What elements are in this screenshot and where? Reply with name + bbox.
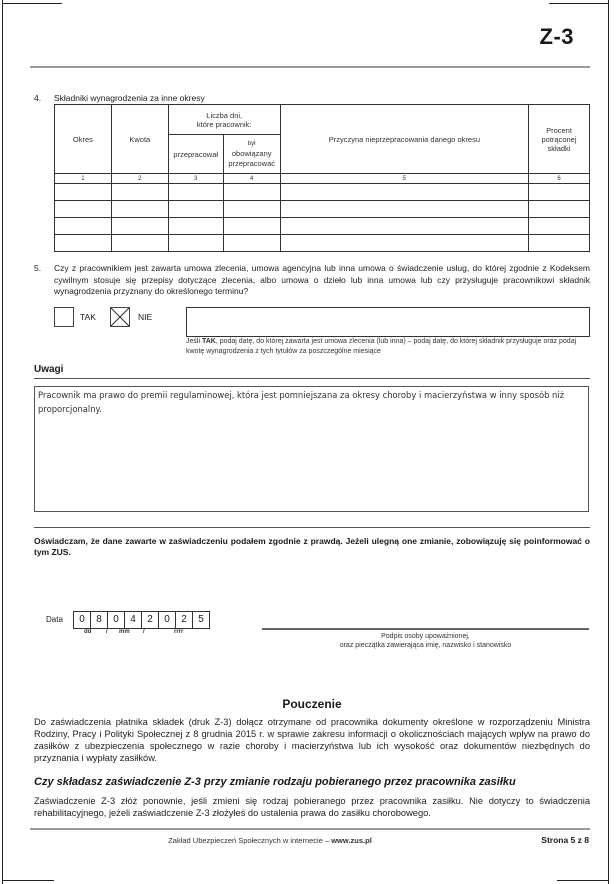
checkmark-x-icon — [111, 308, 129, 326]
date-digit[interactable]: 2 — [141, 612, 158, 628]
footer-divider — [30, 828, 590, 830]
cell-przepracowal[interactable] — [168, 201, 223, 218]
page-frame-left — [2, 0, 3, 884]
other-periods-table — [54, 104, 590, 252]
date-digit[interactable]: 4 — [124, 612, 141, 628]
liczba-dni-line1: Liczba dni, — [206, 110, 243, 120]
col-header-przepracowal: przepracował — [168, 135, 223, 174]
page-frame-top-right — [549, 3, 609, 4]
checkbox-nie[interactable] — [110, 307, 130, 327]
uwagi-textarea[interactable]: Pracownik ma prawo do premii regulaminowej, która jest pomniejszana za okresy choroby i macierzyństwa w inny sposób niż proporcjonalny. — [34, 386, 589, 512]
section5-question-text: Czy z pracownikiem jest zawarta umowa zlecenia, umowa agencyjna lub inna umowa o świadczenie usług, do której zgodnie z Kodeksem cywilnym stosuje się przepisy dotyczące zlecenia, albo umowa o dzieło lub inna umowa lub czy przysługuje pracownikowi składnik wynagrodzenia przyznany do określonego terminu? — [54, 263, 590, 296]
cell-okres[interactable] — [55, 201, 112, 218]
header-divider — [30, 66, 590, 68]
cell-okres[interactable] — [55, 218, 112, 235]
date-field[interactable] — [73, 611, 210, 629]
signature-line[interactable] — [262, 628, 589, 630]
cell-procent[interactable] — [529, 218, 590, 235]
date-digit[interactable]: 0 — [79, 614, 85, 625]
section4-number: 4. — [34, 93, 42, 103]
col-header-okres: Okres — [55, 105, 112, 174]
column-number: 5 — [280, 174, 528, 184]
column-numbers-row — [55, 174, 590, 184]
byl-line3: przepracować — [228, 159, 276, 168]
cell-kwota[interactable] — [111, 184, 168, 201]
page-frame-bottom-right — [557, 880, 609, 881]
footer-link[interactable]: www.zus.pl — [331, 836, 372, 845]
section5-question — [34, 263, 590, 298]
page-frame-right — [608, 0, 609, 884]
footer-prefix: Zakład Ubezpieczeń Społecznych w internecie – — [168, 836, 332, 845]
column-number: 1 — [55, 174, 112, 184]
signature-caption-line1: Podpis osoby upoważnionej, — [381, 633, 470, 640]
page-frame-bottom-left — [2, 880, 54, 881]
cell-byl-obowiazany[interactable] — [223, 218, 280, 235]
uwagi-title: Uwagi — [34, 364, 64, 375]
section4-title: Składniki wynagrodzenia za inne okresy — [54, 93, 205, 103]
table-row — [55, 235, 590, 252]
table-row — [55, 184, 590, 201]
date-format-mm: mm — [119, 629, 130, 635]
date-format-sep: / — [143, 629, 145, 635]
cell-okres[interactable] — [55, 184, 112, 201]
table-row — [55, 218, 590, 235]
page-frame-top-left — [2, 3, 62, 4]
section5-answer-hint — [186, 337, 590, 356]
hint-rest: , podaj datę, do której zawarta jest umowa zlecenia (lub inna) – podaj datę, do której składnik przysługuje oraz podaj kwotę wynagrodzenia z tych tytułów za poszczególne miesiące — [186, 338, 577, 355]
cell-procent[interactable] — [529, 184, 590, 201]
cell-przyczyna[interactable] — [280, 218, 528, 235]
checkbox-tak[interactable] — [54, 307, 74, 327]
pouczenie-title: Pouczenie — [282, 697, 342, 711]
hint-bold: TAK — [201, 338, 216, 345]
column-number: 3 — [168, 174, 223, 184]
liczba-dni-line2: które pracownik: — [196, 119, 252, 129]
section5-number: 5. — [34, 263, 42, 273]
col-header-liczba-dni — [168, 105, 280, 135]
cell-przyczyna[interactable] — [280, 201, 528, 218]
cell-okres[interactable] — [55, 235, 112, 252]
procent-line1: Procent — [546, 125, 572, 135]
uwagi-divider — [34, 378, 590, 379]
table-row — [55, 201, 590, 218]
cell-byl-obowiazany[interactable] — [223, 201, 280, 218]
date-format-sep: / — [106, 629, 108, 635]
cell-przyczyna[interactable] — [280, 235, 528, 252]
cell-przepracowal[interactable] — [168, 184, 223, 201]
signature-caption — [262, 632, 589, 650]
hint-prefix: Jeśli — [186, 338, 202, 345]
signature-caption-line2: oraz pieczątka zawierająca imię, nazwisko i stanowisko — [339, 642, 512, 649]
cell-kwota[interactable] — [111, 201, 168, 218]
procent-line2: potrąconej — [541, 134, 577, 144]
date-digit[interactable]: 0 — [158, 612, 175, 628]
column-number: 6 — [529, 174, 590, 184]
section5-answer-field[interactable] — [186, 307, 590, 337]
date-format-yyyy: rrrr — [174, 629, 184, 635]
byl-line1: był — [247, 141, 256, 147]
procent-line3: składki — [547, 143, 571, 153]
date-digit[interactable]: 0 — [107, 612, 124, 628]
col-header-byl-obowiazany — [223, 135, 280, 174]
cell-byl-obowiazany[interactable] — [223, 184, 280, 201]
declaration-text: Oświadczam, że dane zawarte w zaświadczeniu podałem zgodnie z prawdą. Jeżeli ulegną one zmianie, zobowiązuję się poinformować o tym ZUS. — [34, 536, 590, 557]
checkbox-nie-label: NIE — [138, 312, 153, 322]
date-format-dd: dd — [84, 629, 92, 635]
cell-procent[interactable] — [529, 235, 590, 252]
date-label: Data — [46, 615, 63, 624]
page-number: Strona 5 z 8 — [541, 835, 589, 845]
cell-przepracowal[interactable] — [168, 218, 223, 235]
cell-byl-obowiazany[interactable] — [223, 235, 280, 252]
cell-procent[interactable] — [529, 201, 590, 218]
col-header-procent — [529, 105, 590, 174]
czy-text: Zaświadczenie Z-3 złóż ponownie, jeśli zmieni się rodzaj pobieranego przez pracownika zasiłku. Nie dotyczy to świadczenia rehabilitacyjnego, jeżeli zaświadczenie Z-3 złożyłeś do ustalenia prawa do zasiłku chorobowego. — [34, 796, 590, 818]
column-number: 2 — [111, 174, 168, 184]
cell-przyczyna[interactable] — [280, 184, 528, 201]
col-header-przyczyna: Przyczyna nieprzepracowania danego okresu — [280, 105, 528, 174]
date-digit[interactable]: 8 — [90, 612, 107, 628]
czy-title: Czy składasz zaświadczenie Z-3 przy zmianie rodzaju pobieranego przez pracownika zasiłku — [34, 776, 516, 788]
cell-przepracowal[interactable] — [168, 235, 223, 252]
checkbox-tak-label: TAK — [80, 312, 96, 322]
date-digit[interactable]: 2 — [175, 612, 192, 628]
col-header-kwota: Kwota — [111, 105, 168, 174]
footer-text — [120, 836, 420, 845]
date-digit[interactable]: 5 — [192, 612, 209, 628]
pouczenie-text: Do zaświadczenia płatnika składek (druk Z-3) dołącz otrzymane od pracownika dokumenty określone w rozporządzeniu Ministra Rodziny, Pracy i Polityki Społecznej z 8 grudnia 2015 r. w sprawie zakresu informacji o okolicznościach mających wpływ na prawo do zasiłków z ubezpieczenia społecznego w razie choroby i macierzyństwa lub ich wysokość oraz dokumentów niezbędnych do przyznania i wypłaty zasiłków. — [34, 717, 590, 763]
cell-kwota[interactable] — [111, 235, 168, 252]
byl-line2: obowiązany — [231, 149, 272, 158]
cell-kwota[interactable] — [111, 218, 168, 235]
column-number: 4 — [223, 174, 280, 184]
declaration-divider — [34, 527, 590, 528]
form-code: Z-3 — [539, 24, 574, 49]
